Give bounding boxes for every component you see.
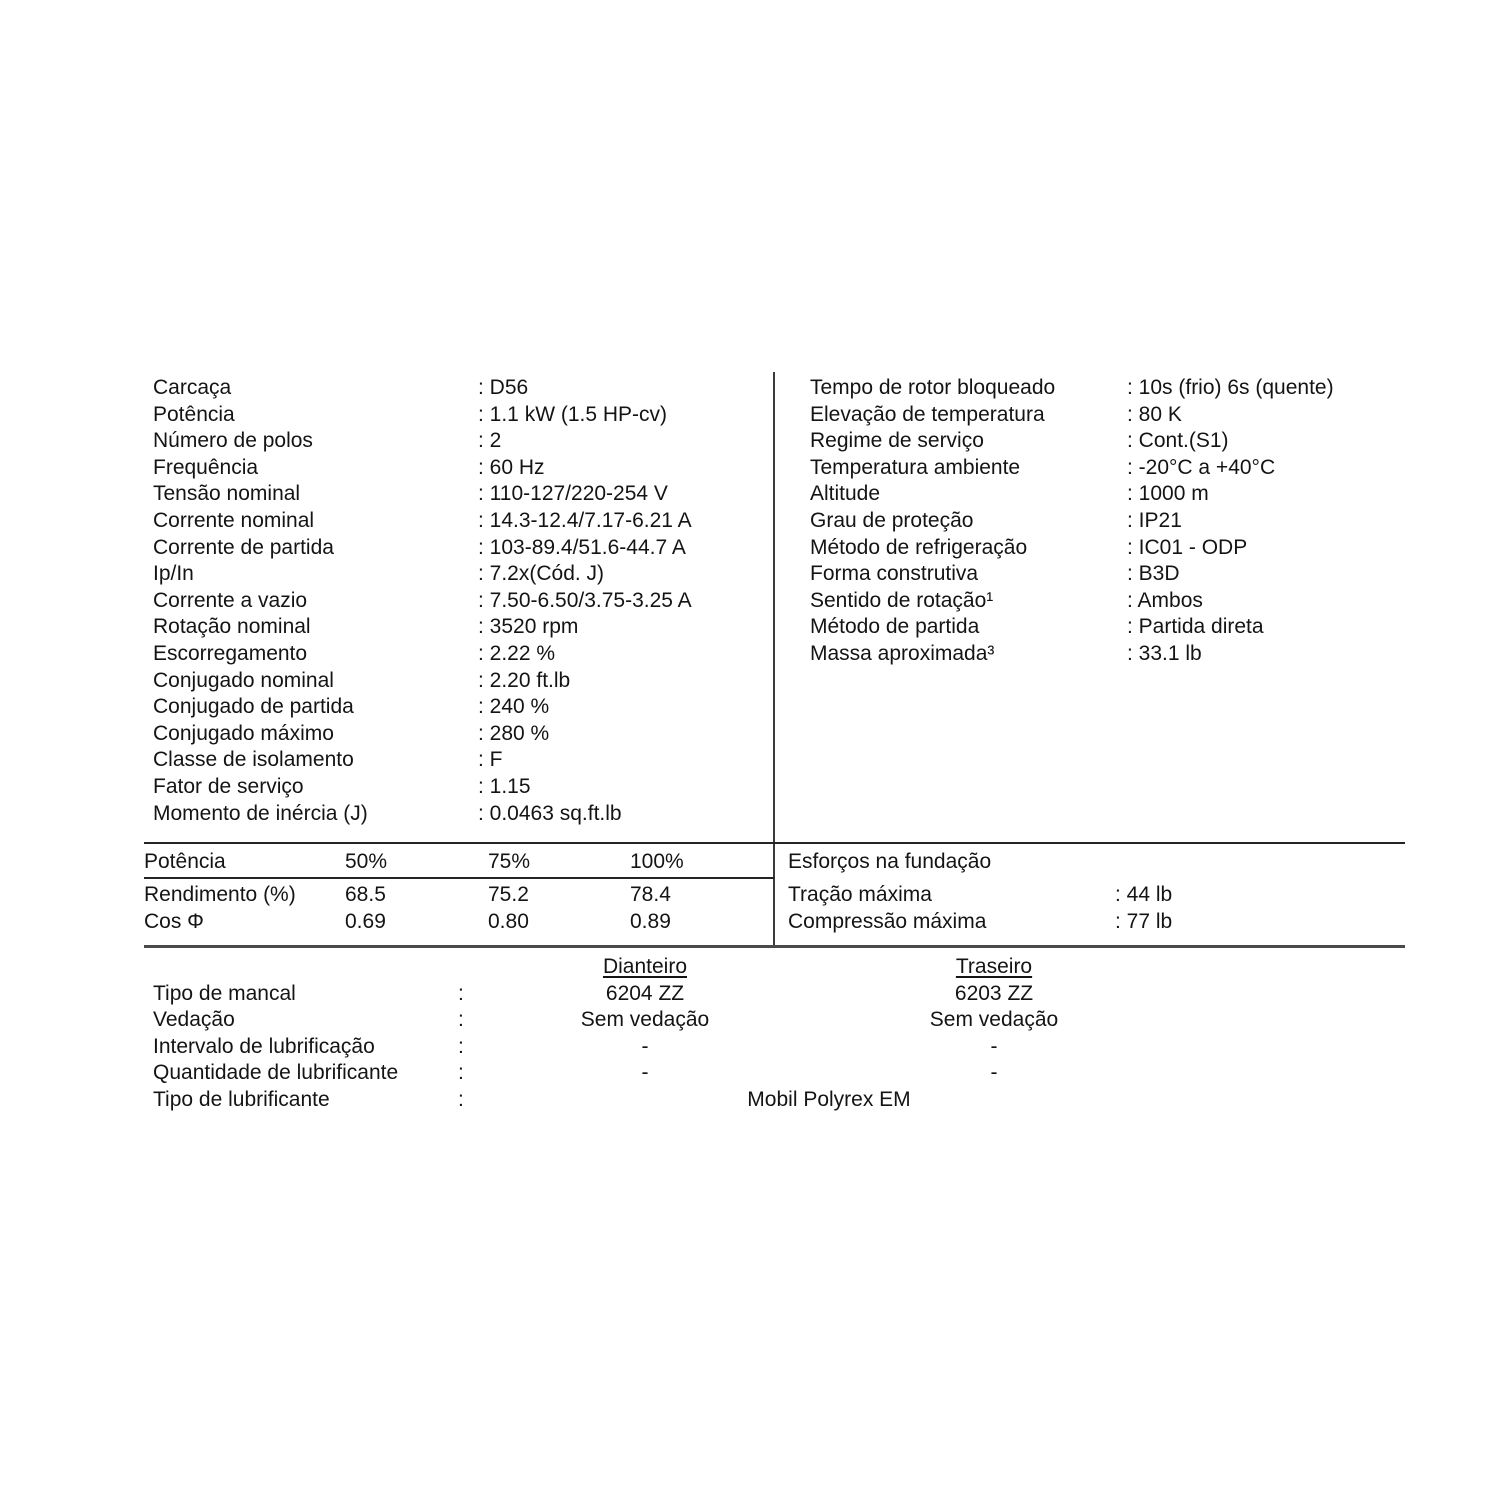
spec-value: : 14.3-12.4/7.17-6.21 A	[478, 508, 692, 532]
bearings-section	[153, 954, 1253, 1114]
bearings-front-value: -	[641, 1061, 649, 1085]
bearings-header-spacer	[153, 954, 440, 981]
foundation-title: Esforços na fundação	[788, 850, 992, 873]
lubricant-label: Tipo de lubrificante	[153, 1087, 330, 1111]
spec-value: : F	[478, 748, 503, 772]
spec-value: : 60 Hz	[478, 455, 545, 479]
spec-value: : 2.22 %	[478, 641, 556, 665]
spec-value: : 2.20 ft.lb	[478, 668, 571, 692]
bearings-rear-value: Sem vedação	[929, 1008, 1059, 1032]
bearings-colon: :	[458, 1087, 464, 1111]
spec-row	[153, 402, 768, 429]
bearings-colon: :	[458, 1008, 464, 1032]
performance-header-col: 75%	[488, 850, 531, 873]
horizontal-rule-bottom	[144, 945, 1405, 948]
spec-label: Temperatura ambiente	[810, 455, 1021, 479]
spec-row	[153, 561, 768, 588]
bearings-front-value: 6204 ZZ	[605, 981, 685, 1005]
foundation-section	[788, 844, 1395, 935]
spec-row	[810, 614, 1395, 641]
performance-cell: 0.69	[345, 910, 386, 933]
spec-label: Corrente nominal	[153, 508, 315, 532]
foundation-value: : 77 lb	[1115, 910, 1173, 933]
spec-label: Altitude	[810, 482, 881, 506]
bearings-colon: :	[458, 1061, 464, 1085]
spec-value: : 3520 rpm	[478, 615, 579, 639]
spec-value: : 103-89.4/51.6-44.7 A	[478, 535, 686, 559]
spec-label: Tempo de rotor bloqueado	[810, 376, 1056, 399]
spec-value: : 280 %	[478, 721, 550, 745]
foundation-row	[788, 881, 1395, 908]
foundation-label: Compressão máxima	[788, 910, 987, 933]
spec-label: Ip/In	[153, 562, 194, 586]
spec-row	[153, 481, 768, 508]
spec-value: : 33.1 lb	[1127, 641, 1202, 665]
spec-row	[153, 588, 768, 615]
spec-value: : 110-127/220-254 V	[478, 482, 668, 506]
foundation-value: : 44 lb	[1115, 883, 1173, 906]
spec-row	[810, 641, 1395, 668]
spec-value: : 240 %	[478, 695, 550, 719]
spec-row	[153, 668, 768, 695]
bearings-row	[153, 1034, 1253, 1061]
performance-table	[144, 844, 774, 935]
spec-label: Massa aproximada³	[810, 641, 995, 665]
bearings-colon: :	[458, 981, 464, 1005]
performance-header-row	[144, 844, 774, 877]
spec-value: : IC01 - ODP	[1127, 535, 1248, 559]
bearings-header-row	[153, 954, 1253, 981]
spec-row	[153, 694, 768, 721]
spec-label: Fator de serviço	[153, 774, 304, 798]
spec-value: : IP21	[1127, 508, 1182, 532]
performance-cell: 68.5	[345, 883, 386, 906]
spec-label: Conjugado de partida	[153, 695, 354, 719]
spec-label: Grau de proteção	[810, 508, 974, 532]
performance-row-label: Rendimento (%)	[144, 883, 296, 906]
spec-row	[153, 614, 768, 641]
spec-value: : 1000 m	[1127, 482, 1209, 506]
spec-value: : 7.50-6.50/3.75-3.25 A	[478, 588, 692, 612]
spec-value: : 7.2x(Cód. J)	[478, 562, 605, 586]
spec-row	[153, 747, 768, 774]
spec-label: Escorregamento	[153, 641, 308, 665]
spec-label: Método de refrigeração	[810, 535, 1028, 559]
spec-value: : B3D	[1127, 562, 1180, 586]
spec-row	[810, 375, 1395, 402]
spec-value: : 1.1 kW (1.5 HP-cv)	[478, 402, 668, 426]
spec-label: Forma construtiva	[810, 562, 979, 586]
spec-row	[810, 455, 1395, 482]
performance-cell: 78.4	[630, 883, 671, 906]
spec-label: Momento de inércia (J)	[153, 801, 368, 825]
bearings-label: Vedação	[153, 1008, 235, 1032]
spec-label: Elevação de temperatura	[810, 402, 1045, 426]
spec-row	[153, 801, 768, 828]
spec-row	[153, 375, 768, 402]
spec-row	[153, 535, 768, 562]
bearings-header-spacer	[440, 954, 480, 981]
spec-value: : 10s (frio) 6s (quente)	[1127, 376, 1334, 399]
spec-value: : 80 K	[1127, 402, 1182, 426]
specs-column-right	[810, 375, 1395, 668]
foundation-rows	[788, 881, 1395, 935]
bearings-column-rear: Traseiro	[955, 955, 1033, 978]
bearings-front-value: -	[641, 1034, 649, 1058]
spec-value: : 0.0463 sq.ft.lb	[478, 801, 622, 825]
lubricant-row	[153, 1087, 1253, 1114]
spec-row	[810, 588, 1395, 615]
spec-label: Corrente a vazio	[153, 588, 308, 612]
spec-label: Corrente de partida	[153, 535, 334, 559]
bearings-label: Intervalo de lubrificação	[153, 1034, 375, 1058]
performance-row	[144, 881, 774, 908]
spec-value: : Partida direta	[1127, 615, 1264, 639]
spec-row	[810, 508, 1395, 535]
performance-cell: 0.89	[630, 910, 671, 933]
spec-row	[153, 641, 768, 668]
performance-cell: 0.80	[488, 910, 529, 933]
bearings-rear-value: 6203 ZZ	[954, 981, 1034, 1005]
spec-label: Potência	[153, 402, 235, 426]
bearings-row	[153, 981, 1253, 1008]
bearings-front-value: Sem vedação	[580, 1008, 710, 1032]
spec-label: Classe de isolamento	[153, 748, 354, 772]
spec-label: Tensão nominal	[153, 482, 301, 506]
performance-header-col: 100%	[630, 850, 684, 873]
spec-row	[153, 774, 768, 801]
performance-body	[144, 881, 774, 935]
bearings-colon: :	[458, 1034, 464, 1058]
spec-label: Regime de serviço	[810, 429, 984, 453]
spec-value: : 2	[478, 429, 502, 453]
spec-value: : 1.15	[478, 774, 531, 798]
spec-row	[810, 428, 1395, 455]
spec-label: Sentido de rotação¹	[810, 588, 994, 612]
foundation-label: Tração máxima	[788, 883, 932, 906]
foundation-row	[788, 908, 1395, 935]
spec-row	[810, 481, 1395, 508]
spec-label: Conjugado nominal	[153, 668, 334, 692]
performance-cell: 75.2	[488, 883, 529, 906]
spec-value: : Cont.(S1)	[1127, 429, 1229, 453]
spec-label: Carcaça	[153, 376, 232, 399]
spec-label: Conjugado máximo	[153, 721, 334, 745]
spec-row	[810, 402, 1395, 429]
spec-label: Frequência	[153, 455, 259, 479]
bearings-rear-value: -	[990, 1034, 998, 1058]
spec-value: : -20°C a +40°C	[1127, 455, 1276, 479]
bearings-row	[153, 1007, 1253, 1034]
bearings-label: Quantidade de lubrificante	[153, 1061, 399, 1085]
spec-row	[810, 535, 1395, 562]
specs-column-left	[153, 375, 768, 827]
spec-value: : Ambos	[1127, 588, 1203, 612]
bearings-label: Tipo de mancal	[153, 981, 296, 1005]
bearings-row	[153, 1060, 1253, 1087]
spec-row	[153, 455, 768, 482]
performance-header-col: 50%	[345, 850, 388, 873]
performance-row-label: Cos Φ	[144, 910, 204, 933]
spec-row	[153, 721, 768, 748]
spec-row	[153, 428, 768, 455]
performance-header-label: Potência	[144, 850, 226, 873]
spec-label: Número de polos	[153, 429, 313, 453]
lubricant-value: Mobil Polyrex EM	[747, 1087, 911, 1111]
spec-label: Rotação nominal	[153, 615, 311, 639]
spec-label: Método de partida	[810, 615, 980, 639]
bearings-column-front: Dianteiro	[602, 955, 688, 978]
performance-row	[144, 908, 774, 935]
bearings-rear-value: -	[990, 1061, 998, 1085]
spec-row	[810, 561, 1395, 588]
spec-value: : D56	[478, 376, 529, 399]
spec-row	[153, 508, 768, 535]
